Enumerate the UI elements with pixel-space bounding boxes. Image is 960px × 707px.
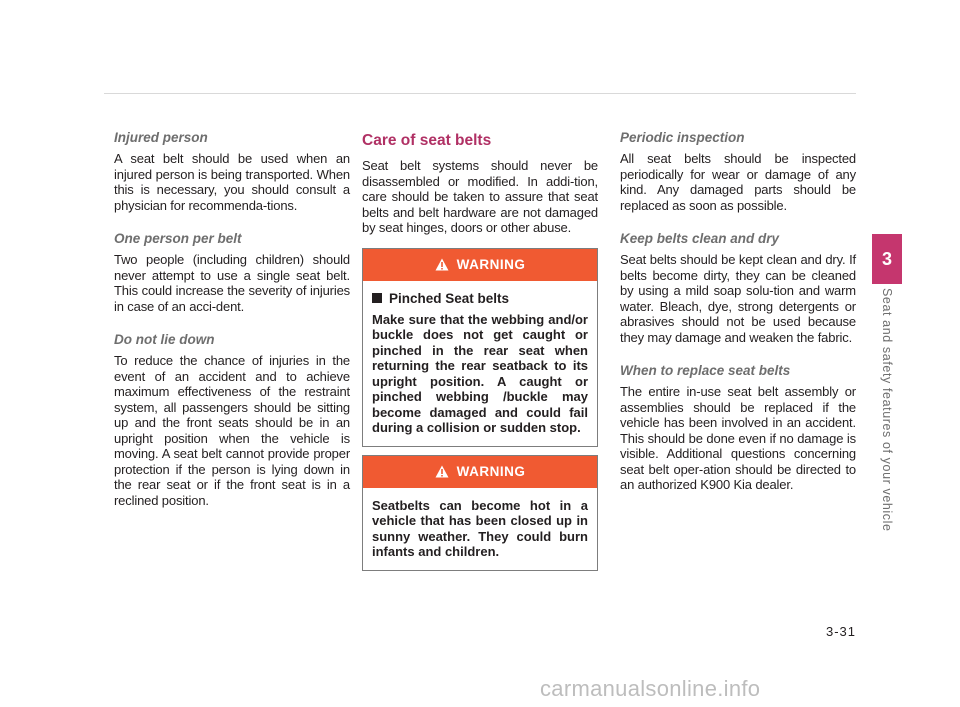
- chapter-title: Seat and safety features of your vehicle: [880, 288, 894, 532]
- subheading-do-not-lie-down: Do not lie down: [114, 332, 215, 347]
- paragraph-care-intro: Seat belt systems should never be disassembled or modified. In addi-tion, care should be taken to assure that seat belts and belt hardware are not damaged by seat hinges, doors or other abuse.: [362, 158, 598, 235]
- paragraph-periodic-inspection: All seat belts should be inspected periodically for wear or damage of any kind. Any damaged parts should be replaced as soon as possible.: [620, 151, 856, 213]
- subheading-when-to-replace: When to replace seat belts: [620, 363, 791, 378]
- subheading-periodic-inspection: Periodic inspection: [620, 130, 745, 145]
- watermark: carmanualsonline.info: [540, 676, 761, 701]
- warning-triangle-icon: [435, 258, 449, 271]
- warning-title: [372, 291, 588, 306]
- column-right: [620, 130, 856, 511]
- header-rule: [104, 93, 856, 94]
- column-middle: [362, 130, 598, 571]
- warning-header: [363, 456, 597, 488]
- warning-label: WARNING: [456, 464, 526, 479]
- section-title-care-of-seat-belts: Care of seat belts: [362, 132, 492, 149]
- square-bullet-icon: [372, 293, 382, 303]
- subheading-one-person-per-belt: One person per belt: [114, 231, 242, 246]
- warning-label: WARNING: [456, 257, 526, 272]
- warning-header: [363, 249, 597, 281]
- warning-triangle-icon: [435, 465, 449, 478]
- warning-text: Make sure that the webbing and/or buckle does not get caught or pinched in the rear seat when returning the rear seatback to its upright position. A caught or pinched webbing /buckle may become damaged and could fail during a collision or sudden stop.: [372, 311, 588, 435]
- subheading-injured-person: Injured person: [114, 130, 208, 145]
- warning-box-hot-seatbelts: [362, 455, 598, 571]
- paragraph-keep-belts-clean: Seat belts should be kept clean and dry. If belts become dirty, they can be cleaned by using a mild soap solu-tion and warm water. Bleach, dye, strong detergents or abrasives should not be used because they may damage and weaken the fabric.: [620, 252, 856, 345]
- warning-body: [363, 488, 597, 570]
- paragraph-do-not-lie-down: To reduce the chance of injuries in the event of an accident and to achieve maximum effectiveness of the restraint system, all passengers should be sitting up and the front seats should be in an upright position when the vehicle is moving. A seat belt cannot provide proper protection if the person is lying down in the rear seat or if the front seat is in a reclined position.: [114, 353, 350, 508]
- warning-box-pinched: [362, 248, 598, 447]
- paragraph-when-to-replace: The entire in-use seat belt assembly or assemblies should be replaced if the vehicle has been involved in an accident. This should be done even if no damage is visible. Additional questions concerning seat belt oper-ation should be directed to an authorized K900 Kia dealer.: [620, 384, 856, 492]
- subheading-keep-belts-clean: Keep belts clean and dry: [620, 231, 780, 246]
- column-left: [114, 130, 350, 526]
- chapter-tab: 3: [872, 234, 902, 284]
- warning-text: Seatbelts can become hot in a vehicle that has been closed up in sunny weather. They could burn infants and children.: [372, 497, 588, 559]
- paragraph-injured-person: A seat belt should be used when an injured person is being transported. When this is necessary, you should consult a physician for recommenda-tions.: [114, 151, 350, 213]
- warning-body: [363, 281, 597, 446]
- page-number: 3-31: [826, 624, 857, 639]
- warning-title-text: Pinched Seat belts: [389, 290, 510, 306]
- paragraph-one-person-per-belt: Two people (including children) should never attempt to use a single seat belt. This could increase the severity of injuries in case of an acci-dent.: [114, 252, 350, 314]
